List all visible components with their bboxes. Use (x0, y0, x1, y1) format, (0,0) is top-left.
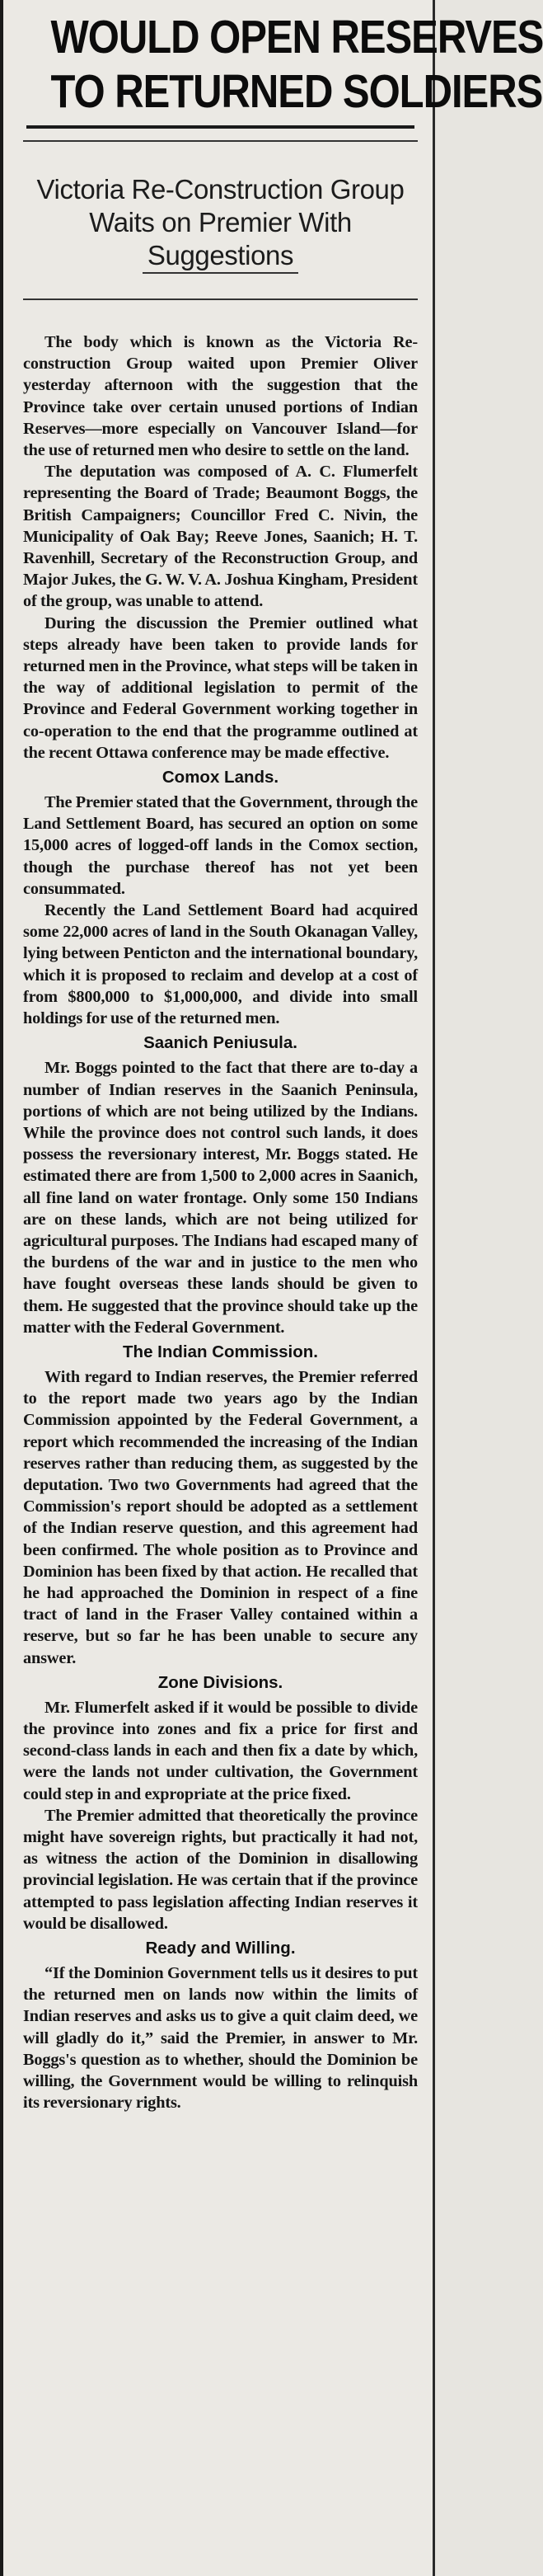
paragraph: During the discussion the Premier outlined what steps already have been taken to provide lands for returned men in the Province, what steps will be taken in the way of additional legislation to permit of the Province and Federal Government working together in co-operation to the end that the programme outlined at the recent Ottawa conference may be made effective. (23, 613, 418, 762)
deck (23, 140, 418, 300)
deck-line-2: Waits on Premier With (89, 207, 352, 237)
subhead-saanich-peninsula: Saanich Peniusula. (143, 1033, 297, 1053)
paragraph: Mr. Flumerfelt asked if it would be possible to divide the province into zones and fix a price for first and second-class lands in each and then fix a date by which, were the lands not under cultivation, the Government could step in and expropriate at the price fixed. (23, 1698, 418, 1803)
subhead-ready-and-willing: Ready and Willing. (145, 1939, 296, 1958)
paragraph: Recently the Land Settlement Board had acquired some 22,000 acres of land in the South Okanagan Valley, lying between Penticton and the international boundary, which it is proposed to reclaim and develop at a cost of from $800,000 to $1,000,000, and divide into small holdings for use of the returned men. (23, 901, 418, 1028)
headline-rule (26, 125, 414, 129)
paragraph: The Premier admitted that theoretically the province might have sovereign rights, but practically it had not, as witness the action of the Dominion in disallowing provincial legislation. He was certain that if the province attempted to pass legislation affecting Indian reserves it would be disallowed. (23, 1806, 418, 1933)
paragraph: With regard to Indian reserves, the Premier referred to the report made two years ago by the Indian Commission appointed by the Federal Government, a report which recommended the increasing of the Indian reserves rather than reducing them, as suggested by the deputation. Two two Governments had agreed that the Commission's report should be adopted as a settlement of the Indian reserve question, and this agreement had been confirmed. The whole position as to Province and Dominion has been fixed by that action. He recalled that he had approached the Dominion in respect of a fine tract of land in the Fraser Valley contained within a reserve, but so far he has been unable to secure any answer. (23, 1367, 418, 1667)
paragraph: The deputation was composed of A. C. Flumerfelt representing the Board of Trade; Beaumont Boggs, the British Campaigners; Councillor Fred C. Nivin, the Municipality of Oak Bay; Reeve Jones, Saanich; H. T. Ravenhill, Secretary of the Reconstruction Group, and Major Jukes, the G. W. V. A. Joshua Kingham, President of the group, was unable to attend. (23, 463, 418, 611)
subhead-zone-divisions: Zone Divisions. (157, 1672, 283, 1692)
paragraph: The body which is known as the Victoria Re-construction Group waited upon Premier Oliver yesterday afternoon with the suggestion that the Province take over certain unused portions of Indian Reserves—more especially on Vancouver Island—for the use of returned men who desire to settle on the land. (23, 333, 418, 460)
deck-line-3-wrap (23, 239, 418, 274)
article-body (23, 331, 418, 2113)
subhead-comox-lands: Comox Lands. (161, 768, 279, 787)
headline-line-1: WOULD OPEN RESERVES (50, 11, 543, 63)
paragraph: “If the Dominion Government tells us it desires to put the returned men on lands now within the limits of Indian reserves and asks us to give a quit claim deed, we will gladly do it,” said the Premier, in answer to Mr. Boggs's question as to whether, should the Dominion be willing, the Government would be willing to relinquish its reversionary rights. (23, 1964, 418, 2113)
deck-line-1: Victoria Re-Construction Group (36, 174, 405, 204)
deck-line-3: Suggestions (143, 239, 298, 274)
subhead-indian-commission: The Indian Commission. (123, 1342, 318, 1361)
paragraph: Mr. Boggs pointed to the fact that there are to-day a number of Indian reserves in the Saanich Peninsula, portions of which are not being utilized by the Indians. While the province does not control such lands, it does possess the reversionary interest, Mr. Boggs stated. He estimated there are from 1,500 to 2,000 acres in Saanich, all fine land on water frontage. Only some 150 Indians are on these lands, which are not being utilized for agricultural purposes. The Indians had escaped many of the burdens of the war and in justice to the men who have fought overseas these lands should be given to them. He suggested that the province should take up the matter with the Federal Government. (23, 1059, 418, 1337)
paragraph: The Premier stated that the Government, through the Land Settlement Board, has secured an option on some 15,000 acres of logged-off lands in the Comox section, though the purchase thereof has not yet been consummated. (23, 793, 419, 898)
headline (23, 10, 543, 119)
headline-line-2: TO RETURNED SOLDIERS (50, 65, 543, 118)
